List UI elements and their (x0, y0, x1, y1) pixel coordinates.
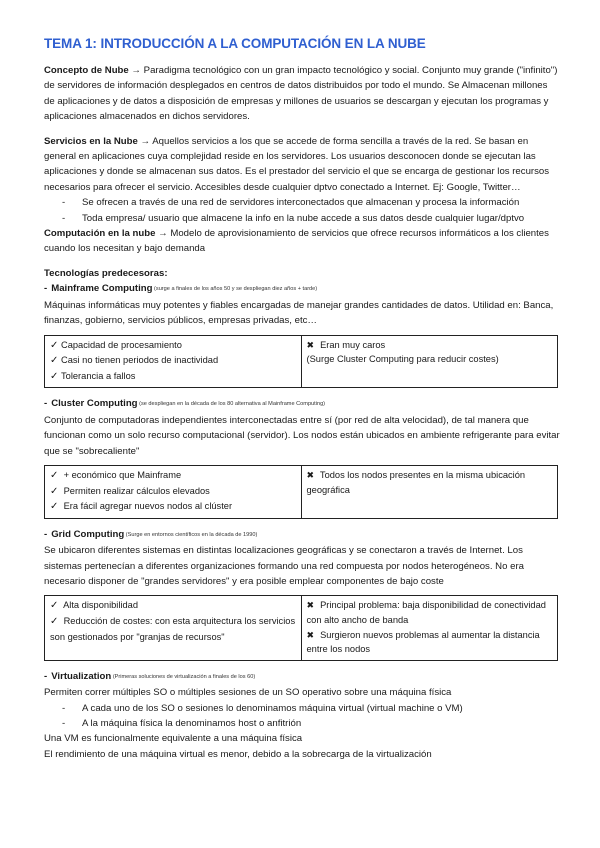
pro-item: ✓ Era fácil agregar nuevos nodos al clúster (50, 499, 296, 515)
mainframe-pros-cons-table (44, 335, 558, 389)
grid-pros-cons-table (44, 595, 558, 660)
computacion-term: Computación en la nube (44, 228, 156, 240)
virtualization-text: Permiten correr múltiples SO o múltiples sesiones de un SO operativo sobre una máquina física (44, 687, 452, 699)
document-page (44, 36, 560, 762)
virtualization-heading (44, 669, 560, 685)
con-item: ✖ Surgieron nuevos problemas al aumentar la distancia entre los nodos (306, 629, 540, 655)
virtualization-after-2: El rendimiento de una máquina virtual es menor, debido a la sobrecarga de la virtualización (44, 748, 432, 760)
concepto-text: Paradigma tecnológico con un gran impacto tecnológico y social. Conjunto muy grande ("infinito") de servidores de información desplegados en centros de datos distribuidos por todo el mundo. Se Almacenan millones de aplicaciones y de datos a disposición de empresas y millones de usuarios se descargan y ejecutan los programas y aplicaciones almacenados en dichos servidores. (44, 65, 558, 123)
check-icon: ✓ (50, 600, 59, 612)
cross-icon: ✖ (306, 339, 315, 350)
cluster-note: (se despliegan en la década de los 80 alternativa al Mainframe Computing) (137, 401, 326, 408)
list-item: - Se ofrecen a través de una red de servidores interconectados que almacenan y procesa la información (44, 195, 560, 210)
con-extra: (Surge Cluster Computing para reducir costes) (306, 354, 499, 365)
cluster-name: Cluster Computing (51, 398, 138, 410)
grid-text: Se ubicaron diferentes sistemas en distintas localizaciones geográficas y se conectaron a través de Internet. Los sistemas pertenecían a diferentes organizaciones formando una red compuesta por nodos heterogéneos. No era necesario disponer de "grandes servidores" y era posible emplear componentes de bajo coste (44, 545, 524, 587)
servicios-term: Servicios en la Nube (44, 135, 138, 147)
grid-name: Grid Computing (51, 528, 125, 540)
arrow-icon: → (158, 228, 168, 240)
pro-item: ✓ Reducción de costes: con esta arquitectura los servicios son gestionados por "granjas de recursos" (50, 615, 296, 642)
list-item: - A cada uno de los SO o sesiones lo denominamos máquina virtual (virtual machine o VM) (44, 701, 560, 716)
mainframe-note: (surge a finales de los años 50 y se despliegan diez años + tarde) (152, 286, 318, 293)
cross-icon: ✖ (306, 469, 315, 480)
pros-cell (45, 596, 302, 660)
computacion-text: Modelo de aprovisionamiento de servicios que ofrece recursos informáticos a los clientes cuando los necesitan y bajo demanda (44, 228, 549, 255)
pro-item: ✓ Alta disponibilidad (50, 598, 296, 614)
pros-cell (45, 465, 302, 518)
pro-item: ✓ + económico que Mainframe (50, 468, 296, 484)
grid-note: (Surge en entornos científicos en la década de 1990) (124, 531, 258, 538)
pro-item: ✓ Casi no tienen periodos de inactividad (50, 353, 296, 369)
arrow-icon: → (140, 135, 151, 147)
mainframe-text: Máquinas informáticas muy potentes y fiables encargadas de manejar grandes cantidades de datos. Utilidad en: Banca, finanzas, gobierno, servicios públicos, empresas privadas, etc… (44, 299, 554, 327)
mainframe-heading (44, 281, 560, 297)
computacion-paragraph (44, 226, 560, 257)
dash-marker: - (44, 670, 48, 682)
dash-marker: - (44, 528, 48, 540)
grid-heading (44, 527, 560, 543)
pro-item: ✓ Capacidad de procesamiento (50, 338, 296, 354)
cross-icon: ✖ (306, 600, 315, 611)
con-item: ✖ Principal problema: baja disponibilidad de conectividad con alto ancho de banda (306, 600, 546, 625)
check-icon: ✓ (50, 615, 59, 627)
pro-item: ✓ Tolerancia a fallos (50, 369, 296, 385)
check-icon: ✓ (50, 485, 59, 497)
con-item: ✖ Eran muy caros (307, 338, 553, 353)
pro-item: ✓ Permiten realizar cálculos elevados (50, 484, 296, 500)
virtualization-name: Virtualization (51, 670, 112, 682)
virtualization-bullets (44, 701, 560, 732)
check-icon: ✓ (50, 339, 59, 351)
dash-marker: - (44, 398, 48, 410)
concepto-term: Concepto de Nube (44, 65, 129, 76)
check-icon: ✓ (50, 355, 59, 367)
check-icon: ✓ (50, 370, 59, 382)
cluster-heading (44, 396, 560, 412)
check-icon: ✓ (50, 501, 59, 513)
virtualization-after-1: Una VM es funcionalmente equivalente a una máquina física (44, 733, 303, 745)
virtualization-note: (Primeras soluciones de virtualización a finales de los 60) (111, 673, 256, 680)
con-item: ✖ Todos los nodos presentes en la misma ubicación geográfica (306, 469, 526, 495)
cluster-text: Conjunto de computadoras independientes interconectadas entre sí (por red de alta velocidad), de tal manera que funcionan como un solo recurso computacional (servidor). Los nodos están ubicados en ambiente refrigerante para evitar que se "sobrecaliente" (44, 414, 560, 457)
servicios-text: Aquellos servicios a los que se accede de forma sencilla a través de la red. Se basan en general en aplicaciones cuya complejidad reside en los servidores. Los usuarios desconocen donde se ejecutan las aplicaciones y donde se almacenan sus datos. Es el prestador del servicio el que se encarga de gestionar los recursos necesarios para ofrecer el servicio. Accesibles desde cualquier dptvo conectado a Internet. Ej: Google, Twitter… (44, 135, 550, 193)
arrow-icon: → (131, 65, 142, 76)
servicios-bullets (44, 195, 560, 226)
cons-cell (301, 596, 558, 660)
cluster-pros-cons-table (44, 465, 558, 519)
document-title: TEMA 1: INTRODUCCIÓN A LA COMPUTACIÓN EN LA NUBE (44, 36, 426, 51)
concepto-paragraph (44, 63, 560, 125)
servicios-paragraph (44, 134, 560, 196)
tecnologias-heading: Tecnologías predecesoras: (44, 267, 168, 279)
mainframe-name: Mainframe Computing (51, 283, 153, 295)
list-item: - A la máquina física la denominamos host o anfitrión (44, 716, 560, 731)
dash-marker: - (44, 283, 48, 295)
cross-icon: ✖ (306, 629, 315, 640)
cons-cell (301, 335, 558, 388)
cons-cell (301, 465, 558, 518)
check-icon: ✓ (50, 469, 59, 481)
pros-cell (45, 335, 302, 388)
list-item: - Toda empresa/ usuario que almacene la info en la nube accede a sus datos desde cualquier lugar/dptvo (44, 211, 560, 226)
